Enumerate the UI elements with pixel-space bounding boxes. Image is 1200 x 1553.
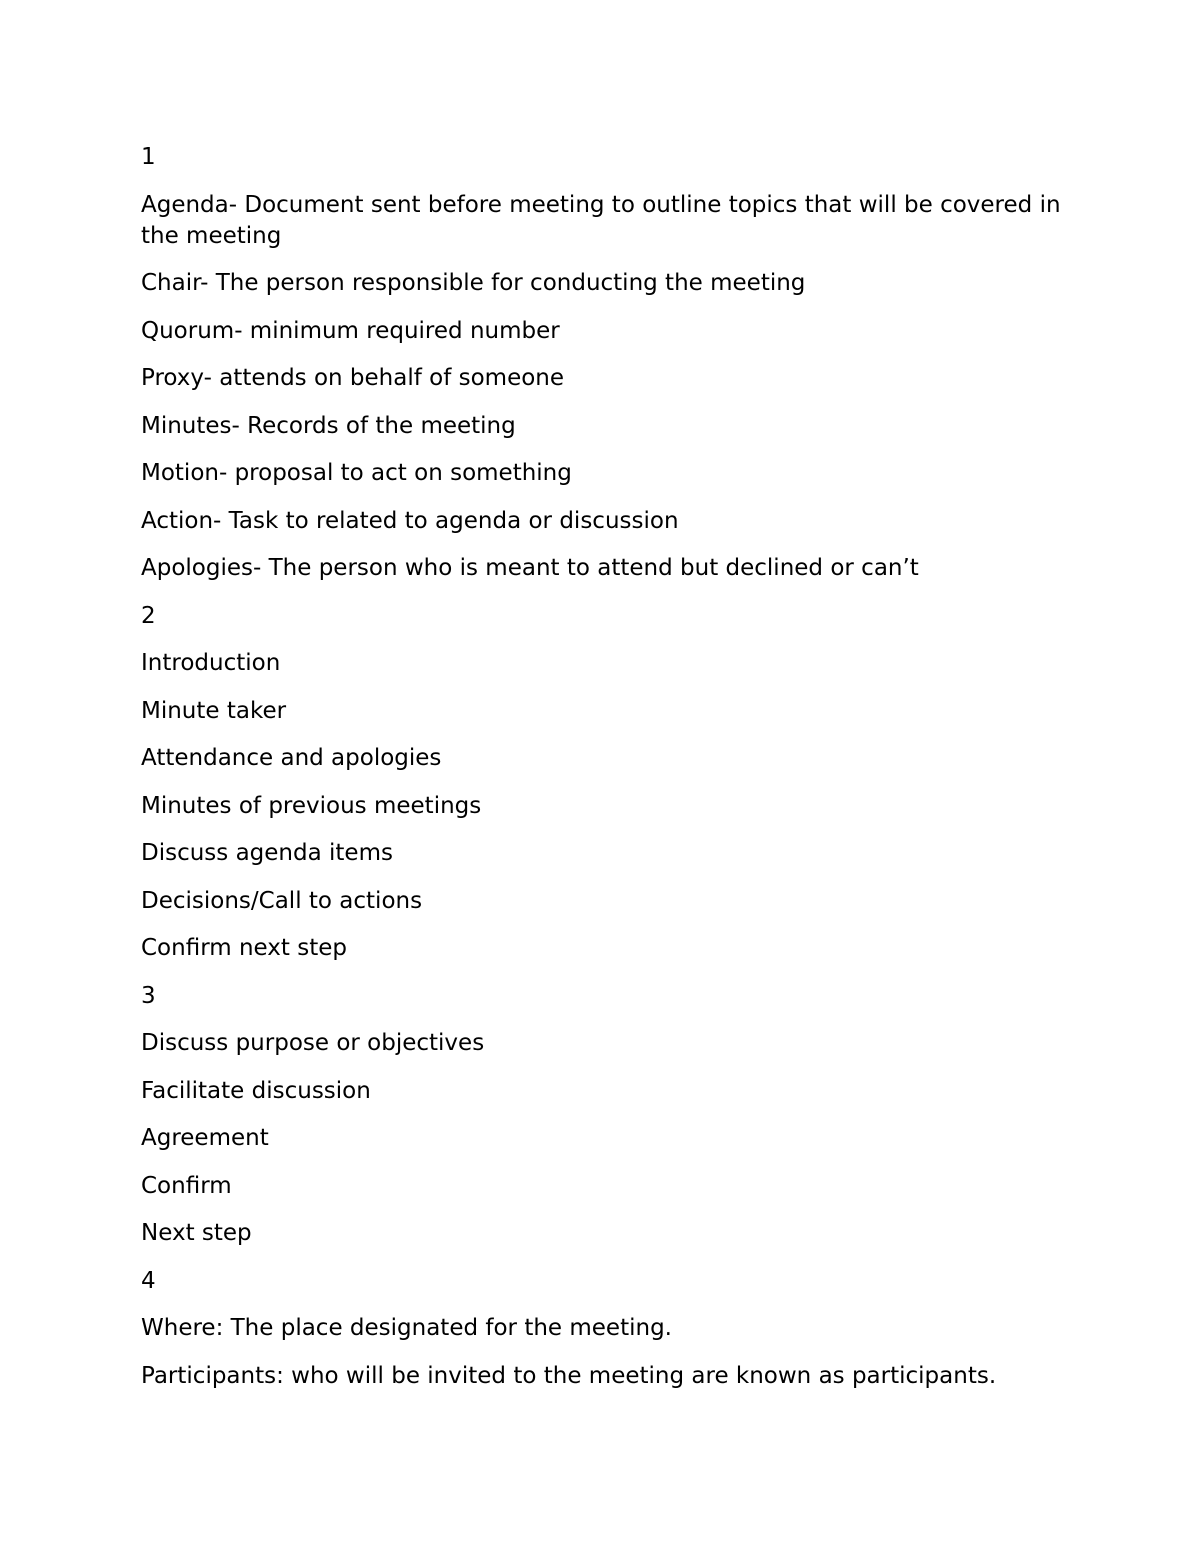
list-item-agreement: Agreement	[141, 1125, 269, 1151]
list-item-purpose: Discuss purpose or objectives	[141, 1030, 485, 1056]
list-item-confirm: Confirm	[141, 1172, 232, 1199]
section-number-3: 3	[141, 982, 156, 1009]
list-item-attendance: Attendance and apologies	[141, 745, 442, 771]
list-item-next: Next step	[141, 1220, 252, 1246]
section-number-2: 2	[141, 602, 156, 629]
definition-quorum: Quorum- minimum required number	[141, 317, 560, 344]
list-item-introduction: Introduction	[141, 650, 281, 676]
definition-minutes: Minutes- Records of the meeting	[141, 412, 516, 439]
definition-apologies: Apologies- The person who is meant to attend but declined or can’t	[141, 555, 919, 581]
definition-where: Where: The place designated for the meeting.	[141, 1315, 672, 1341]
section-number-4: 4	[141, 1267, 156, 1294]
list-item-agenda-items: Discuss agenda items	[141, 840, 393, 866]
list-item-minute-taker: Minute taker	[141, 697, 287, 724]
list-item-facilitate: Facilitate discussion	[141, 1077, 371, 1104]
definition-proxy: Proxy- attends on behalf of someone	[141, 365, 565, 391]
document-body	[141, 142, 1061, 1408]
definition-motion: Motion- proposal to act on something	[141, 460, 572, 486]
definition-chair: Chair- The person responsible for conducting the meeting	[141, 270, 806, 296]
definition-agenda: Agenda- Document sent before meeting to outline topics that will be covered in the meeting	[141, 191, 1061, 249]
list-item-decisions: Decisions/Call to actions	[141, 887, 423, 914]
list-item-next-step: Confirm next step	[141, 935, 347, 961]
section-number-1: 1	[141, 144, 156, 170]
definition-action: Action- Task to related to agenda or discussion	[141, 507, 679, 534]
list-item-previous-minutes: Minutes of previous meetings	[141, 792, 482, 819]
definition-participants: Participants: who will be invited to the meeting are known as participants.	[141, 1362, 997, 1389]
